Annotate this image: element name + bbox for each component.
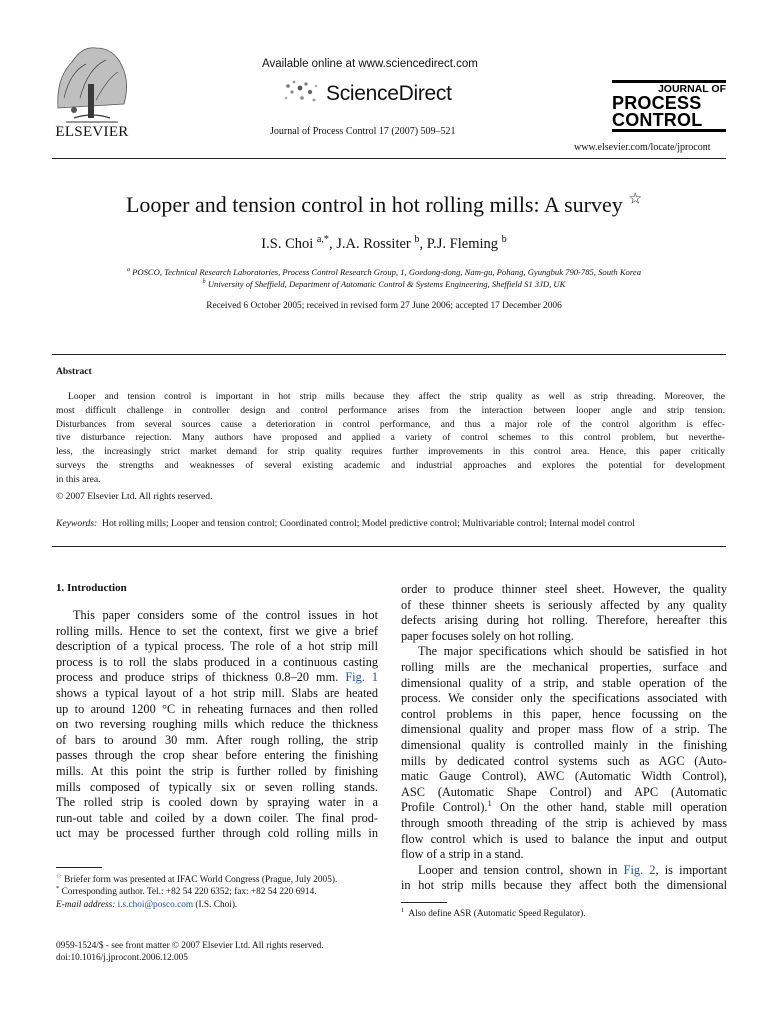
affiliation-mark: a bbox=[127, 267, 131, 274]
body-text-line: shows a typical layout of a hot strip mill. Slabs are heated bbox=[56, 685, 378, 700]
body-text-line: mills by dedicated control systems such as AGC (Auto- bbox=[401, 753, 727, 768]
body-text-line: defects arising during hot rolling. Therefore, hereafter this bbox=[401, 613, 727, 628]
abstract-divider-bottom bbox=[52, 546, 726, 547]
footnote-ref[interactable]: 1 bbox=[487, 798, 492, 809]
footnote-mark: ☆ bbox=[56, 872, 62, 880]
author-affiliation-mark[interactable]: a,* bbox=[316, 234, 329, 246]
available-online-text: Available online at www.sciencedirect.com bbox=[262, 58, 478, 70]
body-text-line: description of a typical process. The role of a hot strip mill bbox=[56, 639, 378, 654]
body-text-line: passes through the crop shear before entering the finishing bbox=[56, 748, 378, 763]
body-text-line: order to produce thinner steel sheet. However, the quality bbox=[401, 582, 727, 596]
body-text-line: dimensional quality of a strip, and stable operation of the bbox=[401, 675, 727, 690]
body-text-line: The rolled strip is cooled down by spraying water in a bbox=[56, 795, 378, 810]
journal-logo bbox=[612, 80, 726, 132]
body-text-line: ASC (Automatic Shape Control) and APC (Automatic bbox=[401, 784, 727, 799]
left-column bbox=[56, 608, 378, 842]
body-text-line: of bars to around 30 mm. After rough rolling, the strip bbox=[56, 732, 378, 747]
author-list: I.S. Choi $^{a,*}$, J.A. Rossiter $^b$, P.J. Fleming $^b$ bbox=[261, 234, 507, 252]
footnote-mark: * bbox=[56, 885, 60, 893]
body-text-line: through smooth threading of the strip is achieved by mass bbox=[401, 815, 727, 830]
author-affiliation-mark[interactable]: b bbox=[501, 234, 507, 246]
abstract-line: tive disturbance rejection. Many authors have proposed and applied a variety of control schemes to this control problem, but neverthe- bbox=[56, 432, 725, 444]
paper-title bbox=[0, 192, 768, 218]
abstract-divider-top bbox=[52, 354, 726, 355]
sciencedirect-dots-icon bbox=[282, 78, 322, 106]
body-text-line: flow control which is used to balance the input and output bbox=[401, 831, 727, 846]
email-label: E-mail address: bbox=[56, 899, 116, 910]
body-text-line: rolling mills are the mechanical properties, surface and bbox=[401, 659, 727, 674]
footnote bbox=[56, 874, 378, 886]
abstract-heading: Abstract bbox=[56, 366, 92, 377]
right-column bbox=[401, 582, 727, 894]
issn-block bbox=[56, 940, 324, 965]
body-text-line: mills composed of typically six or seven rolling stands. bbox=[56, 779, 378, 794]
abstract-line: most difficult challenge in controller design and control performance arises from the interaction between looper angle and strip tension. bbox=[56, 404, 725, 416]
figure-link[interactable]: Fig. 1 bbox=[345, 670, 379, 685]
affiliation-line bbox=[0, 278, 768, 290]
section-heading: 1. Introduction bbox=[56, 582, 127, 594]
affiliations bbox=[0, 266, 768, 290]
abstract-line: Disturbances from several sources cause a deterioration in control performance, and thus a major role of the control algorithm is effec- bbox=[56, 418, 725, 430]
email-link[interactable]: i.s.choi@posco.com bbox=[117, 899, 194, 910]
body-text-line bbox=[401, 800, 727, 816]
sciencedirect-wordmark: ScienceDirect bbox=[326, 82, 452, 105]
affiliation-mark: b bbox=[202, 279, 206, 286]
body-text-line: in hot strip mills because they affect both the dimensional bbox=[401, 878, 727, 893]
body-text-line: matic Gauge Control), AWC (Automatic Width Control), bbox=[401, 769, 727, 784]
affiliation-line bbox=[0, 266, 768, 278]
body-text-line: This paper considers some of the control issues in hot bbox=[73, 608, 378, 622]
keywords-list: Hot rolling mills; Looper and tension control; Coordinated control; Model predictive control; Multivariable control; Internal model control bbox=[102, 518, 635, 529]
abstract-line: in this area. bbox=[56, 473, 101, 485]
body-text-line: process. We consider only the specifications associated with bbox=[401, 691, 727, 706]
body-text-segment: On the other hand, stable mill operation bbox=[491, 800, 727, 815]
body-text-line: rolling mills. Hence to set the context, first we give a brief bbox=[56, 623, 378, 638]
body-text-line: dimensional quality is controlled mainly in the finishing bbox=[401, 737, 727, 752]
body-text-segment: process and produce strips of thickness 0.8–20 mm. bbox=[56, 670, 346, 685]
body-text-segment: , is important bbox=[655, 862, 727, 877]
affiliation-text: University of Sheffield, Department of Automatic Control & Systems Engineering, Sheffield S1 3JD, UK bbox=[207, 279, 566, 289]
body-text-line: dimensional quality and proper mass flow of a strip. The bbox=[401, 722, 727, 737]
footnotes-left bbox=[56, 874, 378, 911]
journal-reference: Journal of Process Control 17 (2007) 509–521 bbox=[270, 126, 456, 137]
body-text-line: run-out table and coiled by a down coiler. The final prod- bbox=[56, 810, 378, 825]
journal-logo-line: PROCESS bbox=[612, 93, 702, 113]
body-text-segment: Looper and tension control, shown in bbox=[418, 862, 624, 877]
body-text-line: process is to roll the slabs produced in a continuous casting bbox=[56, 654, 378, 669]
footnote bbox=[56, 886, 378, 898]
author-name: J.A. Rossiter bbox=[336, 236, 411, 252]
abstract-copyright: © 2007 Elsevier Ltd. All rights reserved. bbox=[56, 491, 213, 502]
body-text-line: up to around 1200 °C in reheating furnaces and then rolled bbox=[56, 701, 378, 716]
body-text-line: flow of a strip in a stand. bbox=[401, 847, 524, 862]
figure-link[interactable]: Fig. 2 bbox=[623, 862, 656, 877]
title-text: Looper and tension control in hot rolling mills: A survey bbox=[125, 192, 623, 217]
body-text-line: on two reversing roughing mills which reduce the thickness bbox=[56, 717, 378, 732]
body-text-line bbox=[401, 863, 727, 879]
journal-logo-line: JOURNAL OF bbox=[612, 80, 726, 95]
body-text-line: of these thinner sheets is seriously affected by any quality bbox=[401, 597, 727, 612]
footnote-text: Briefer form was presented at IFAC World Congress (Prague, July 2005). bbox=[64, 875, 338, 885]
body-text-line: control problems in this paper, hence focussing on the bbox=[401, 706, 727, 721]
journal-logo-line: CONTROL bbox=[612, 112, 726, 132]
affiliation-text: POSCO, Technical Research Laboratories, Process Control Research Group, 1, Goedong-dong, Nam-gu, Pohang, Gyungbuk 790-785, South Korea bbox=[132, 267, 641, 277]
issn-line: 0959-1524/$ - see front matter © 2007 Elsevier Ltd. All rights reserved. bbox=[56, 941, 324, 951]
body-text-segment: Profile Control). bbox=[401, 800, 488, 815]
footnote-right bbox=[401, 906, 586, 919]
footnote-divider bbox=[401, 902, 447, 903]
abstract-line: surveys the strengths and weaknesses of several existing academic and industrial approaches and explores the potential for development bbox=[56, 459, 725, 471]
body-text-line bbox=[56, 670, 378, 686]
body-text-line: uct may be processed further through cold rolling mills in bbox=[56, 826, 378, 841]
footnote-text: Also define ASR (Automatic Speed Regulator). bbox=[408, 909, 586, 919]
doi-line[interactable]: doi:10.1016/j.jprocont.2006.12.005 bbox=[56, 953, 188, 964]
footnote-mark: 1 bbox=[401, 906, 405, 914]
abstract-body bbox=[56, 390, 725, 487]
header-divider bbox=[52, 158, 726, 159]
title-footnote-mark[interactable]: ☆ bbox=[628, 190, 643, 208]
author-name: P.J. Fleming bbox=[426, 236, 499, 252]
received-dates: Received 6 October 2005; received in revised form 27 June 2006; accepted 17 December 2006 bbox=[206, 301, 562, 311]
footnote bbox=[56, 899, 378, 911]
abstract-line: less, the increasingly strict market demand for strip quality requires further improvements in this control area. Hence, this paper critically bbox=[56, 446, 725, 458]
body-text-line: mills. At this point the strip is further rolled by finishing bbox=[56, 763, 378, 778]
footnote-divider bbox=[56, 867, 102, 868]
publisher-wordmark: ELSEVIER bbox=[55, 124, 129, 140]
keywords-label: Keywords: bbox=[56, 518, 98, 529]
author-affiliation-mark[interactable]: b bbox=[414, 234, 420, 246]
footnote-text: Corresponding author. Tel.: +82 54 220 6352; fax: +82 54 220 6914. bbox=[61, 887, 317, 898]
footnote-text: (I.S. Choi). bbox=[193, 899, 238, 910]
journal-url[interactable]: www.elsevier.com/locate/jprocont bbox=[574, 142, 711, 153]
body-text-line: paper focuses solely on hot rolling. bbox=[401, 628, 574, 643]
author-name: I.S. Choi bbox=[261, 236, 314, 252]
keywords bbox=[56, 518, 725, 529]
abstract-line: Looper and tension control is important in hot strip mills because they affect the strip quality as well as strip threading. Moreover, the bbox=[68, 391, 725, 402]
body-text-line: The major specifications which should be satisfied in hot bbox=[418, 644, 727, 659]
